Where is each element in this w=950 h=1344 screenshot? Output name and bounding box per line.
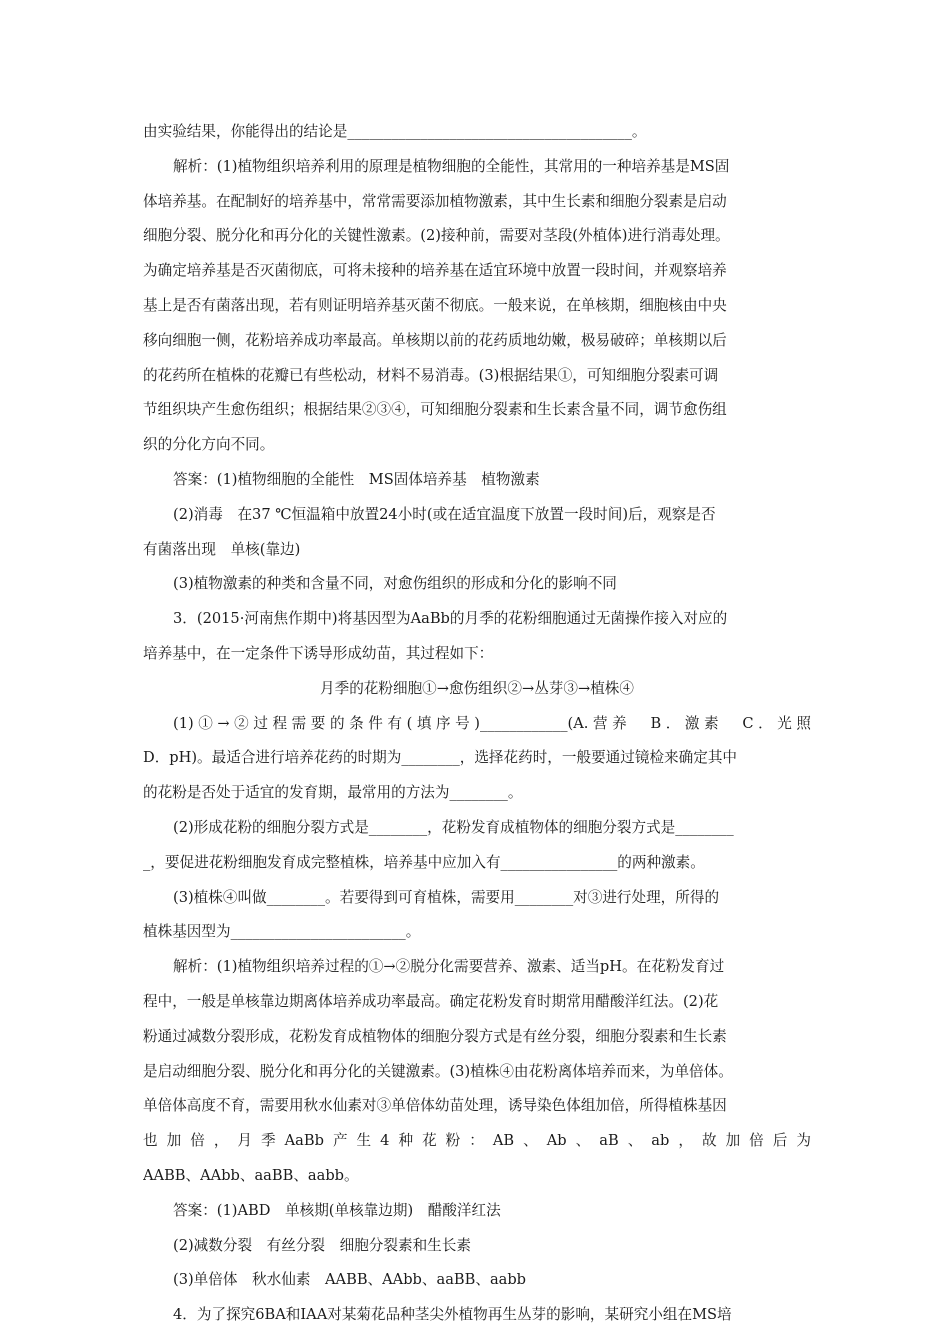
text-line: 程中，一般是单核靠边期离体培养成功率最高。确定花粉发育时期常用醋酸洋红法。(2)花 [143,992,719,1010]
text-line: (3)植物激素的种类和含量不同，对愈伤组织的形成和分化的影响不同 [173,575,617,593]
text-line: 的花药所在植株的花瓣已有些松动，材料不易消毒。(3)根据结果①，可知细胞分裂素可调 [143,366,719,384]
text-line: (1)①→②过程需要的条件有(填序号)____________(A.营养 B．激素 C．光照 [173,714,811,732]
text-line: 有菌落出现 单核(靠边) [143,540,301,558]
text-line: 解析：(1)植物组织培养利用的原理是植物细胞的全能性，其常用的一种培养基是MS固 [173,157,730,175]
text-line: 由实验结果，你能得出的结论是_______________________________________。 [143,123,647,140]
text-line: 4．为了探究6BA和IAA对某菊花品种茎尖外植物再生丛芽的影响，某研究小组在MS培 [173,1306,732,1324]
text-line: 粉通过减数分裂形成，花粉发育成植物体的细胞分裂方式是有丝分裂，细胞分裂素和生长素 [143,1027,727,1045]
text-line: (3)植株④叫做________。若要得到可育植株，需要用________对③进行处理，所得的 [173,888,720,906]
text-line: 也加倍，月季AaBb产生4种花粉：AB、Ab、aB、ab，故加倍后为 [143,1132,811,1150]
text-line: 为确定培养基是否灭菌彻底，可将未接种的培养基在适宜环境中放置一段时间，并观察培养 [143,262,727,280]
text-line: 答案：(1)ABD 单核期(单核靠边期) 醋酸洋红法 [173,1201,501,1219]
text-line: 单倍体高度不育，需要用秋水仙素对③单倍体幼苗处理，诱导染色体组加倍，所得植株基因 [143,1097,727,1115]
text-line: 细胞分裂、脱分化和再分化的关键性激素。(2)接种前，需要对茎段(外植体)进行消毒处理。 [143,227,730,245]
text-line: (2)形成花粉的细胞分裂方式是________，花粉发育成植物体的细胞分裂方式是________ [173,818,734,836]
text-line: D．pH)。最适合进行培养花药的时期为________，选择花药时，一般要通过镜检来确定其中 [143,749,738,767]
text-line: 解析：(1)植物组织培养过程的①→②脱分化需要营养、激素、适当pH。在花粉发育过 [173,958,725,976]
text-line: 是启动细胞分裂、脱分化和再分化的关键激素。(3)植株④由花粉离体培养而来，为单倍体。 [143,1062,733,1080]
text-line: (2)消毒 在37 ℃恒温箱中放置24小时(或在适宜温度下放置一段时间)后，观察是否 [173,505,716,523]
text-line: (3)单倍体 秋水仙素 AABB、AAbb、aaBB、aabb [173,1271,527,1289]
text-line: 节组织块产生愈伤组织；根据结果②③④，可知细胞分裂素和生长素含量不同，调节愈伤组 [143,401,727,419]
text-line: 体培养基。在配制好的培养基中，常常需要添加植物激素，其中生长素和细胞分裂素是启动 [143,192,727,210]
text-line: 植株基因型为________________________。 [143,923,421,941]
text-line: 培养基中，在一定条件下诱导形成幼苗，其过程如下： [143,644,494,662]
text-line: _，要促进花粉细胞发育成完整植株，培养基中应加入有________________的两种激素。 [143,853,705,871]
text-line: AABB、AAbb、aaBB、aabb。 [143,1166,359,1184]
text-line: 3．(2015·河南焦作期中)将基因型为AaBb的月季的花粉细胞通过无菌操作接入对应的 [173,610,728,628]
text-line: 织的分化方向不同。 [143,436,275,454]
text-line: (2)减数分裂 有丝分裂 细胞分裂素和生长素 [173,1236,471,1254]
text-line: 答案：(1)植物细胞的全能性 MS固体培养基 植物激素 [173,470,540,488]
text-line: 基上是否有菌落出现，若有则证明培养基灭菌不彻底。一般来说，在单核期，细胞核由中央 [143,296,727,314]
text-line: 月季的花粉细胞①→愈伤组织②→丛芽③→植株④ [320,679,634,697]
text-line: 的花粉是否处于适宜的发育期，最常用的方法为________。 [143,784,523,802]
text-line: 移向细胞一侧，花粉培养成功率最高。单核期以前的花药质地幼嫩，极易破碎；单核期以后 [143,331,727,349]
document-page [143,115,811,1333]
